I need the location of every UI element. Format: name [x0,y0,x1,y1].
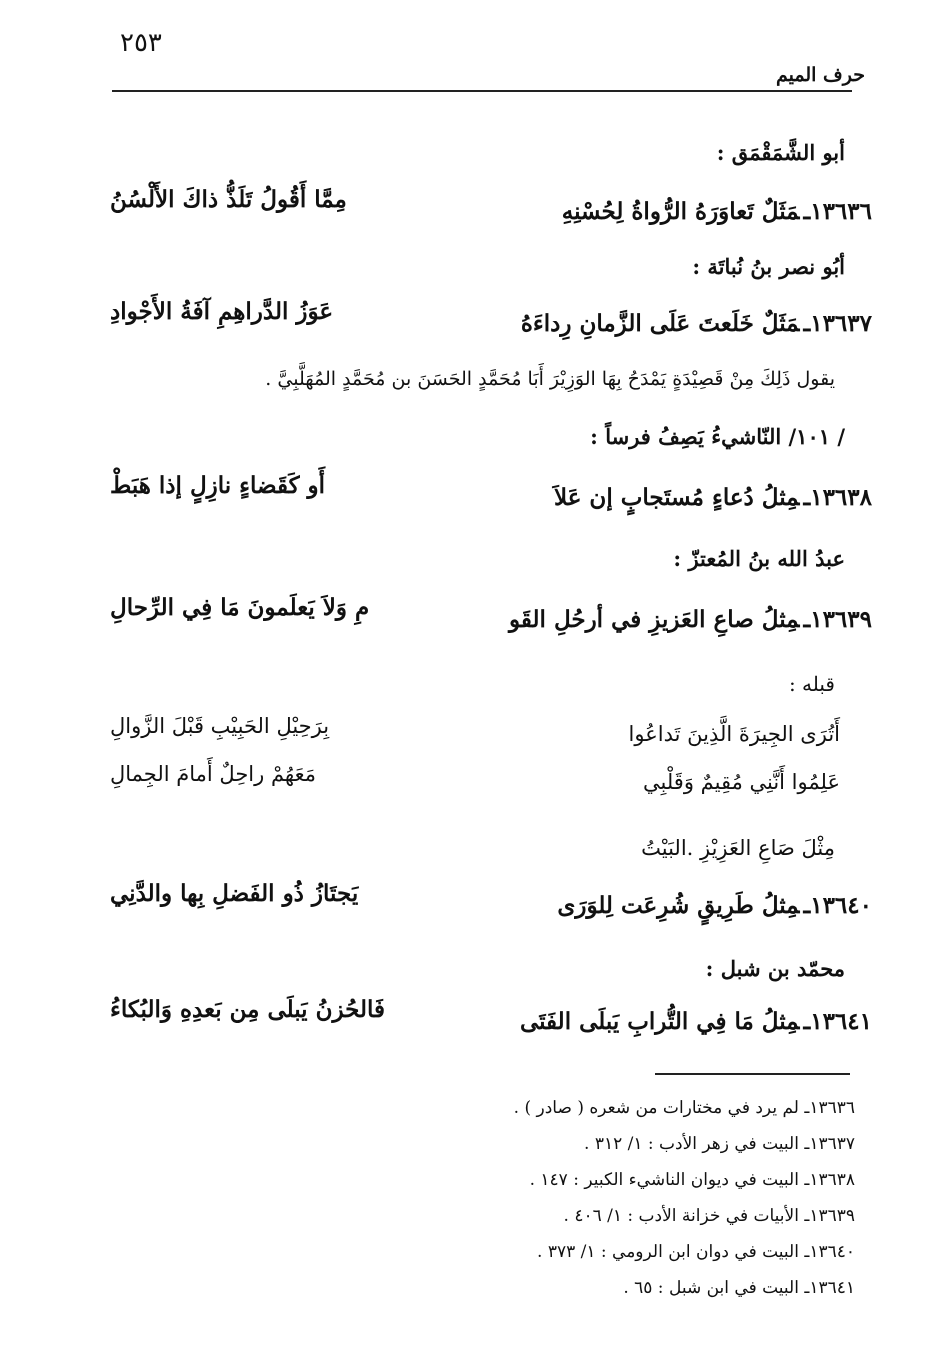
poet-name: أبو الشَّمَقْمَق : [716,140,845,165]
verse-line [110,996,872,1048]
footnote: ١٣٦٤١ـ البيت في ابن شبل : ٦٥ . [623,1278,855,1298]
verse-line [110,472,872,524]
footnote: ١٣٦٤٠ـ البيت في دوان ابن الرومي : ١/ ٣٧٣ . [537,1242,855,1262]
poet-name: عبدُ الله بنُ المُعتزّ : [673,546,845,571]
verse-first-hemistich: ١٣٦٣٩ـمِثلُ صاعِ العَزيزِ في أرحُلِ القَو [509,606,872,633]
verse-line [110,880,872,932]
header-rule [112,90,852,92]
editor-note: يقول ذَلِكَ مِنْ قَصِيْدَةٍ يَمْدَحُ بِهَا الوَزِيْرَ أَبَا مُحَمَّدٍ الحَسَنَ بن مُحَمَّدٍ المُهَلَّبِيَّ . [265,368,835,390]
running-head: حرف الميم [776,64,865,86]
verse-second-hemistich: يَجتَازُ ذُو الفَضلِ بِها والدَّنِي [110,880,359,907]
verse-line [110,714,840,758]
footnotes [514,1090,855,1306]
footnote: ١٣٦٣٨ـ البيت في ديوان الناشيء الكبير : ١٤٧ . [529,1170,855,1190]
footnote: ١٣٦٣٦ـ لم يرد في مختارات من شعره ( صادر ) . [513,1098,855,1118]
verse-first-hemistich: ١٣٦٤٠ـمِثلُ طَرِيقٍ شُرِعَت لِلوَرَى [557,892,872,919]
poet-name: أبُو نصر بنُ نُباتَة : [692,254,845,279]
verse-number: ١٣٦٤٠ـ [803,892,872,919]
qablahu-tail: مِثْلَ صَاعِ العَزِيْزِ .البَيْتُ [641,836,835,860]
verse-number: ١٣٦٣٧ـ [803,310,872,337]
verse-line [110,762,840,806]
verse-second-hemistich: أَو كَقَضاءٍ نازِلٍ إذا هَبَطْ [110,472,326,499]
verse-number: ١٣٦٣٩ـ [803,606,872,633]
footnote-rule [655,1073,850,1075]
verse-first-hemistich: ١٣٦٤١ـمِثلُ مَا فِي التُّرابِ يَبلَى الفَتَى [519,1008,872,1035]
poet-name: محمّد بن شبل : [705,956,845,981]
verse-second-hemistich: مِمَّا أَقُولُ تَلَذُّ ذاكَ الأَلْسُنُ [110,186,347,213]
verse-number: ١٣٦٤١ـ [803,1008,872,1035]
verse-number: ١٣٦٣٦ـ [803,198,872,225]
verse-second-hemistich: مِ وَلاَ يَعلَمونَ مَا فِي الرِّحالِ [110,594,370,621]
verse-second-hemistich: فَالحُزنُ يَبلَى مِن بَعدِهِ وَالبُكاءُ [110,996,386,1023]
poet-name: / ١٠١/ النّاشيءُ يَصِفُ فرساً : [590,424,845,449]
footnote: ١٣٦٣٩ـ الأبيات في خزانة الأدب : ١/ ٤٠٦ . [563,1206,855,1226]
verse-second-hemistich: مَعَهُمْ راحِلٌ أَمامَ الجِمالِ [110,762,316,786]
verse-first-hemistich: عَلِمُوا أَنَّنِي مُقِيمٌ وَقَلْبِي [642,770,840,794]
verse-line [110,594,872,646]
verse-first-hemistich: ١٣٦٣٨ـمِثلُ دُعاءٍ مُستَجابٍ إن عَلاَ [553,484,872,511]
verse-line [110,186,872,238]
verse-first-hemistich: أَتُرَى الجِيرَةَ الَّذِينَ تَداعُوا [628,722,840,746]
qablahu-label: قبله : [788,672,835,696]
verse-second-hemistich: عَوَزُ الدَّراهِمِ آفَةُ الأَجْوادِ [110,298,334,325]
page-number: ٢٥٣ [120,28,162,58]
verse-number: ١٣٦٣٨ـ [803,484,872,511]
verse-line [110,298,872,350]
footnote: ١٣٦٣٧ـ البيت في زهر الأدب : ١/ ٣١٢ . [584,1134,855,1154]
verse-first-hemistich: ١٣٦٣٦ـمَثَلٌ تَعاوَرَهُ الرُّواةُ لِحُسْنِهِ [561,198,872,225]
verse-first-hemistich: ١٣٦٣٧ـمَثَلٌ خَلَعتَ عَلَى الزَّمانِ رِداءَهُ [520,310,872,337]
verse-second-hemistich: بِرَحِيْلِ الحَبِيْبِ قَبْلَ الزَّوالِ [110,714,330,738]
